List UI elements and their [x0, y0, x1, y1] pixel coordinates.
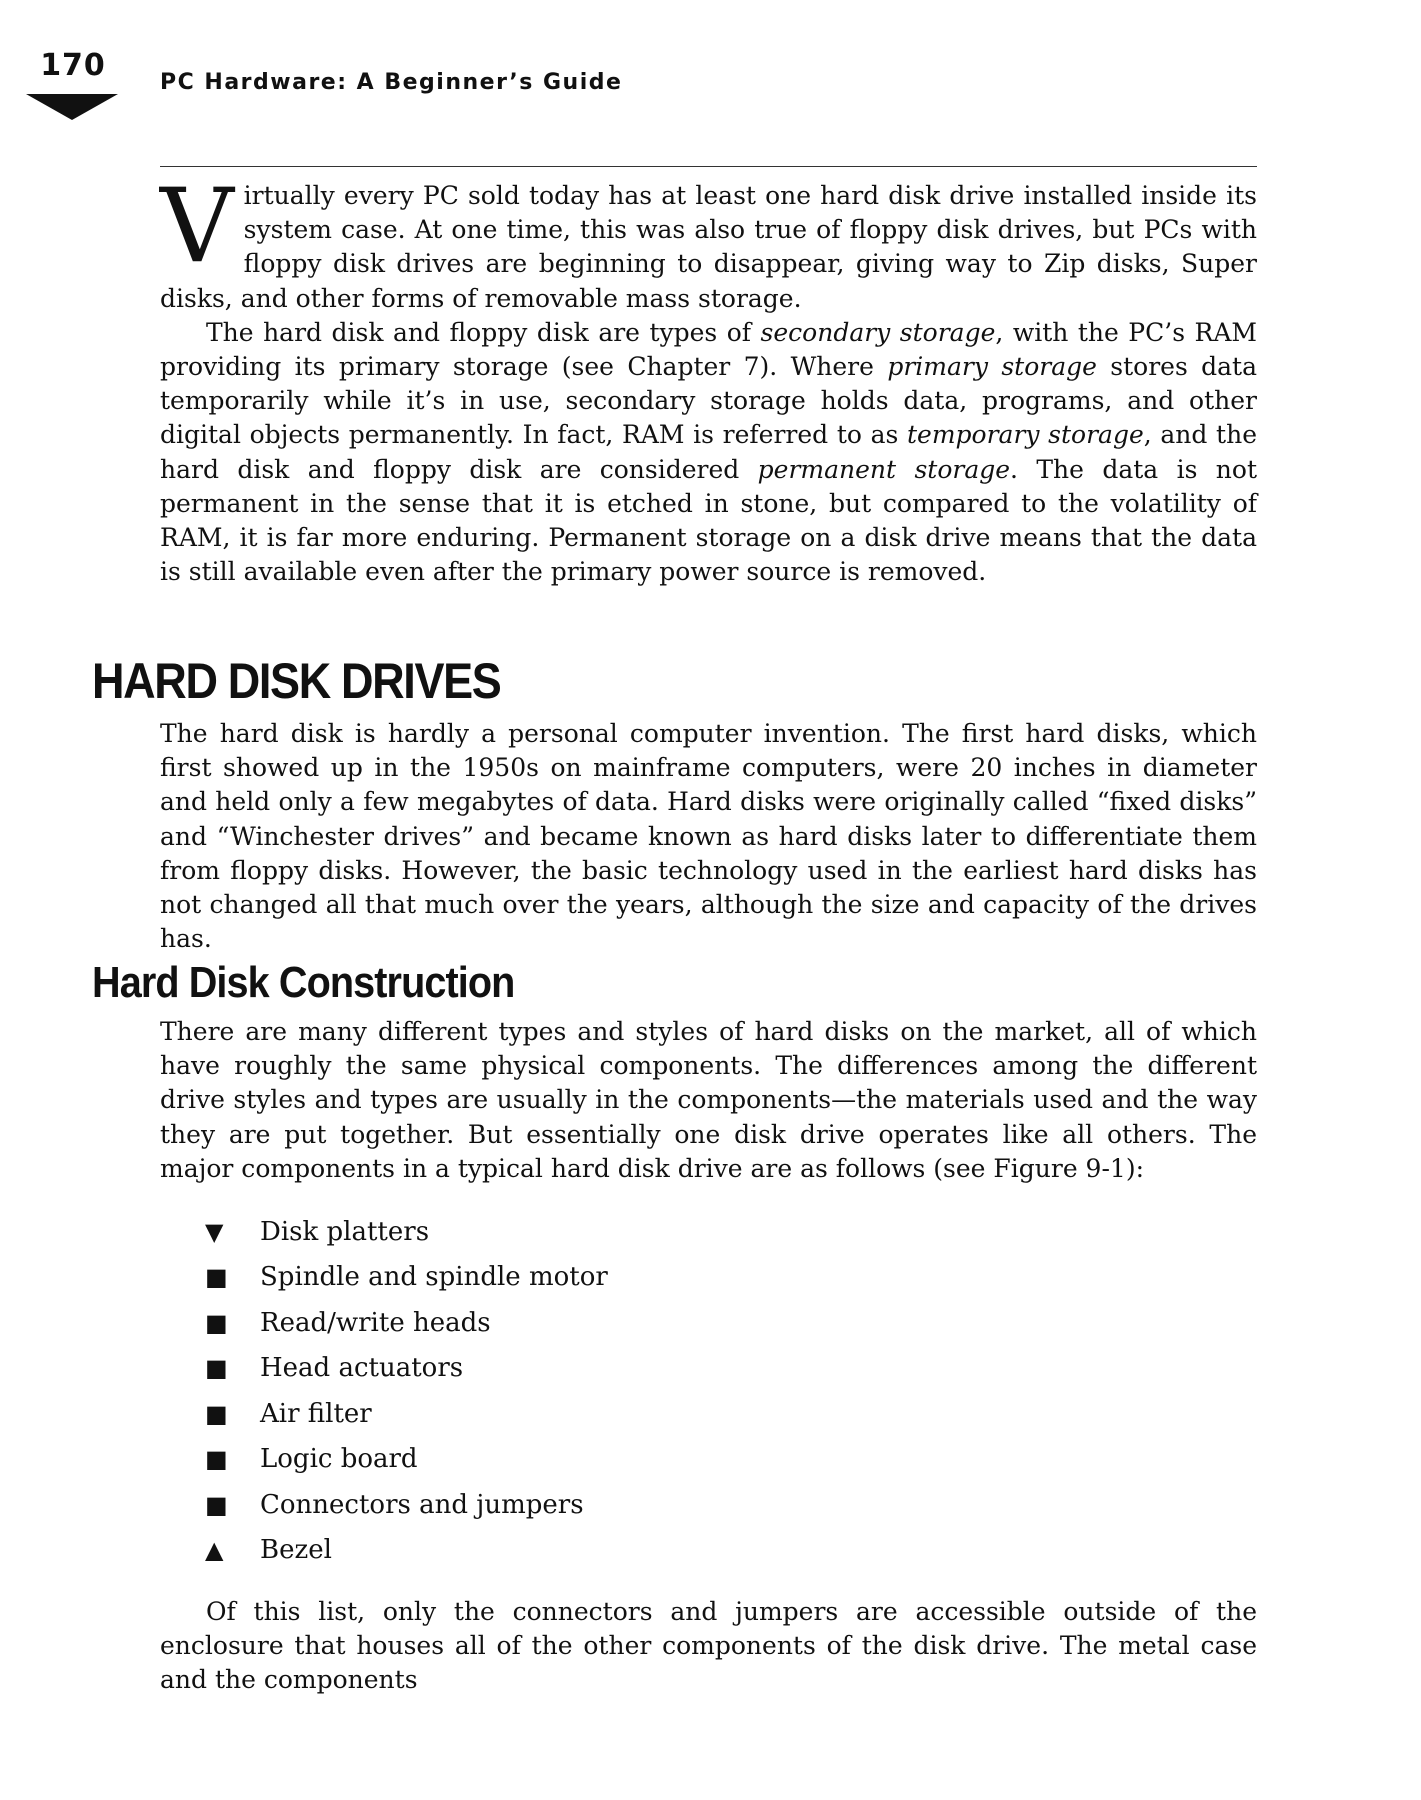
list-item: [205, 1209, 608, 1255]
intro-paragraph-2: [160, 316, 1257, 590]
list-item: [205, 1528, 608, 1574]
list-item: [205, 1300, 608, 1346]
list-item-text: Connectors and jumpers: [260, 1489, 584, 1520]
triangle-up-bullet-icon: ▲: [205, 1536, 224, 1565]
square-bullet-icon: ■: [205, 1308, 228, 1337]
list-item-text: Head actuators: [260, 1353, 464, 1384]
list-item: [205, 1255, 608, 1301]
square-bullet-icon: ■: [205, 1399, 228, 1428]
section2-paragraph: There are many different types and styles of hard disks on the market, all of which have roughly the same physical components. The differences among the different drive styles and types are usually in the components—the materials used and the way they are put together. But essentially one disk drive operates like all others. The major components in a typical hard disk drive are as follows (see Figure 9-1):: [160, 1017, 1257, 1183]
intro-section: [160, 167, 1258, 589]
intro-p2-text-d: , and the hard disk and floppy disk are considered: [160, 420, 1257, 484]
intro-paragraph-1-text: irtually every PC sold today has at least one hard disk drive installed inside its system case. At one time, this was also true of floppy disk drives, but PCs with floppy disk drives are beginning to disappear, giving way to Zip disks, Super disks, and other forms of removable mass storage.: [160, 181, 1257, 313]
square-bullet-icon: ■: [205, 1445, 228, 1474]
square-bullet-icon: ■: [205, 1263, 228, 1292]
components-list: [205, 1209, 608, 1573]
list-item: [205, 1346, 608, 1392]
drop-cap: V: [160, 167, 234, 286]
list-item-text: Disk platters: [260, 1216, 430, 1247]
list-item-text: Air filter: [260, 1398, 372, 1429]
list-item-text: Read/write heads: [260, 1307, 491, 1338]
intro-p2-text-b: , with the PC’s RAM providing its primary storage (see Chapter 7). Where: [160, 317, 1257, 382]
intro-paragraph-1: [160, 167, 1257, 316]
list-item: [205, 1437, 608, 1483]
term-primary-storage: primary storage: [887, 352, 1097, 382]
running-head: PC Hardware: A Beginner’s Guide: [160, 70, 623, 95]
section-heading-hard-disk-construction: Hard Disk Construction: [92, 958, 515, 1007]
closing-paragraph: Of this list, only the connectors and jumpers are accessible outside of the enclosure that houses all of the other components of the disk drive. The metal case and the components: [160, 1597, 1257, 1695]
list-item: [205, 1391, 608, 1437]
term-secondary-storage: secondary storage: [760, 317, 996, 347]
intro-p2-text-e: . The data is not permanent in the sense that it is etched in stone, but compared to the volatility of RAM, it is far more enduring. Permanent storage on a disk drive means that the data is still available even after the primary power source is removed.: [160, 454, 1257, 587]
triangle-down-bullet-icon: ▼: [205, 1217, 224, 1246]
section1-paragraph: The hard disk is hardly a personal computer invention. The first hard disks, which first showed up in the 1950s on mainframe computers, were 20 inches in diameter and held only a few megabytes of data. Hard disks were originally called “fixed disks” and “Winchester drives” and became known as hard disks later to differentiate them from floppy disks. However, the basic technology used in the earliest hard disks has not changed all that much over the years, although the size and capacity of the drives has.: [160, 719, 1257, 954]
page-number: 170: [40, 48, 106, 83]
page-marker-arrow-icon: [26, 94, 118, 120]
intro-p2-text-c: stores data temporarily while it’s in use, secondary storage holds data, programs, and other digital objects permanently. In fact, RAM is referred to as: [160, 352, 1258, 450]
list-item-text: Bezel: [260, 1535, 332, 1566]
list-item-text: Logic board: [260, 1444, 418, 1475]
term-temporary-storage: temporary storage: [906, 420, 1144, 450]
list-item-text: Spindle and spindle motor: [260, 1262, 608, 1293]
intro-p2-text-a: The hard disk and floppy disk are types of: [206, 317, 761, 347]
section-heading-hard-disk-drives: HARD DISK DRIVES: [92, 653, 501, 709]
header-rule: [160, 166, 1257, 167]
term-permanent-storage: permanent storage: [757, 454, 1011, 484]
list-item: [205, 1482, 608, 1528]
square-bullet-icon: ■: [205, 1490, 228, 1519]
square-bullet-icon: ■: [205, 1354, 228, 1383]
